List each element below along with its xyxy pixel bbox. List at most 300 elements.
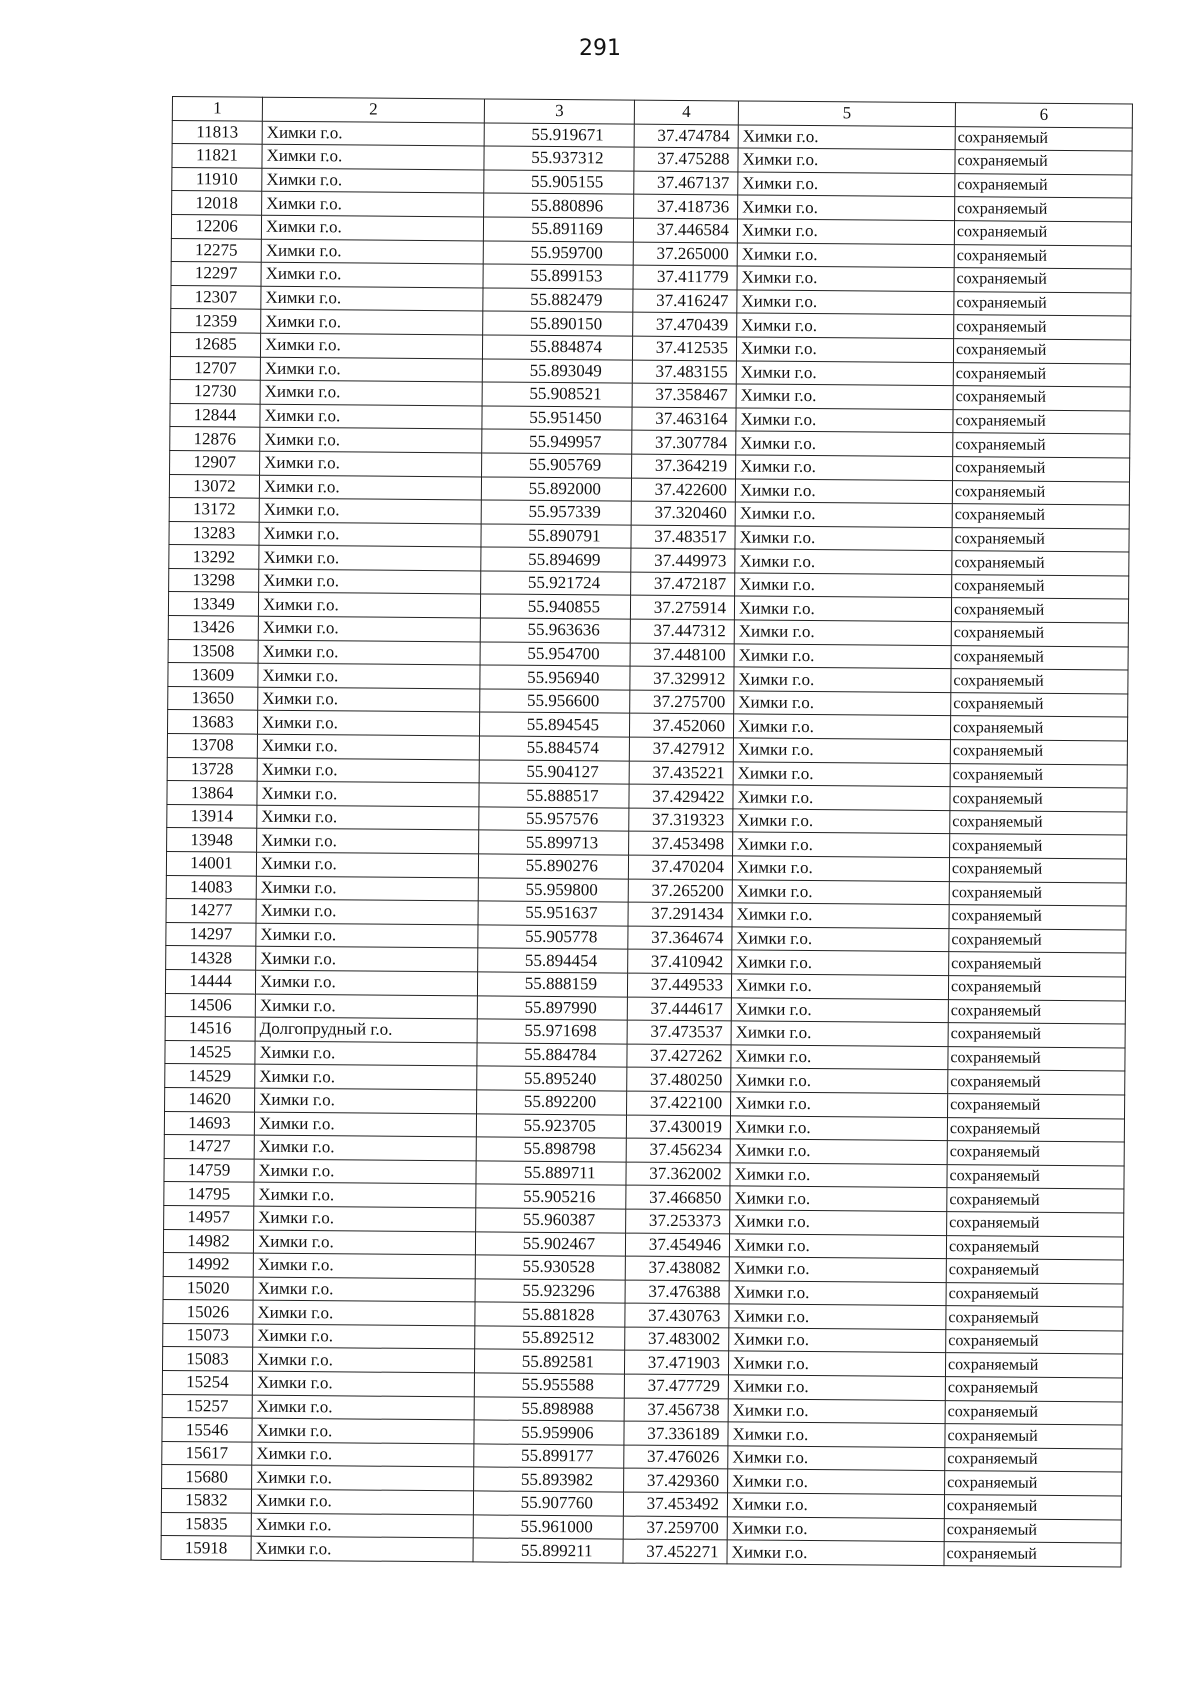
cell-latitude: 55.894454 bbox=[478, 948, 628, 973]
cell-status: сохраняемый bbox=[948, 1070, 1125, 1095]
cell-status: сохраняемый bbox=[946, 1259, 1123, 1284]
cell-municipality: Химки г.о. bbox=[728, 1375, 945, 1400]
cell-municipality: Химки г.о. bbox=[736, 384, 953, 409]
cell-status: сохраняемый bbox=[947, 1212, 1124, 1237]
cell-longitude: 37.483002 bbox=[625, 1327, 729, 1351]
cell-status: сохраняемый bbox=[954, 268, 1131, 293]
cell-id: 13650 bbox=[168, 686, 258, 710]
cell-longitude: 37.456234 bbox=[626, 1138, 730, 1162]
cell-latitude: 55.919671 bbox=[484, 123, 634, 148]
cell-status: сохраняемый bbox=[949, 881, 1126, 906]
cell-latitude: 55.923296 bbox=[475, 1279, 625, 1304]
cell-municipality: Химки г.о. bbox=[729, 1304, 946, 1329]
cell-longitude: 37.430763 bbox=[625, 1303, 729, 1327]
cell-district: Химки г.о. bbox=[262, 192, 484, 217]
cell-latitude: 55.890150 bbox=[483, 311, 633, 336]
column-header-1: 1 bbox=[172, 97, 262, 121]
cell-district: Химки г.о. bbox=[255, 970, 477, 995]
cell-municipality: Химки г.о. bbox=[735, 526, 952, 551]
cell-municipality: Химки г.о. bbox=[733, 714, 950, 739]
cell-municipality: Химки г.о. bbox=[734, 596, 951, 621]
cell-longitude: 37.470204 bbox=[628, 855, 732, 879]
cell-latitude: 55.899177 bbox=[474, 1444, 624, 1469]
column-header-6: 6 bbox=[955, 103, 1132, 128]
cell-district: Химки г.о. bbox=[259, 498, 481, 523]
cell-status: сохраняемый bbox=[946, 1329, 1123, 1354]
cell-id: 12707 bbox=[170, 356, 260, 380]
cell-municipality: Химки г.о. bbox=[730, 1115, 947, 1140]
cell-longitude: 37.291434 bbox=[628, 902, 732, 926]
cell-district: Химки г.о. bbox=[260, 428, 482, 453]
cell-district: Химки г.о. bbox=[262, 168, 484, 193]
cell-latitude: 55.951637 bbox=[478, 901, 628, 926]
cell-municipality: Химки г.о. bbox=[729, 1257, 946, 1282]
cell-status: сохраняемый bbox=[952, 575, 1129, 600]
cell-id: 15257 bbox=[162, 1394, 252, 1418]
cell-longitude: 37.472187 bbox=[631, 572, 735, 596]
cell-longitude: 37.463164 bbox=[632, 407, 736, 431]
cell-municipality: Химки г.о. bbox=[734, 667, 951, 692]
cell-municipality: Химки г.о. bbox=[736, 431, 953, 456]
cell-status: сохраняемый bbox=[950, 716, 1127, 741]
cell-longitude: 37.483517 bbox=[631, 525, 735, 549]
cell-longitude: 37.429360 bbox=[624, 1469, 728, 1493]
cell-latitude: 55.905778 bbox=[478, 925, 628, 950]
cell-latitude: 55.892200 bbox=[477, 1090, 627, 1115]
cell-status: сохраняемый bbox=[953, 457, 1130, 482]
cell-latitude: 55.884784 bbox=[477, 1043, 627, 1068]
cell-latitude: 55.890276 bbox=[478, 854, 628, 879]
cell-latitude: 55.923705 bbox=[476, 1113, 626, 1138]
cell-status: сохраняемый bbox=[955, 173, 1132, 198]
cell-status: сохраняемый bbox=[944, 1542, 1121, 1567]
cell-district: Химки г.о. bbox=[260, 380, 482, 405]
cell-longitude: 37.329912 bbox=[630, 666, 734, 690]
cell-id: 14444 bbox=[165, 969, 255, 993]
cell-longitude: 37.253373 bbox=[626, 1209, 730, 1233]
table-body bbox=[161, 120, 1132, 1567]
cell-longitude: 37.444617 bbox=[627, 997, 731, 1021]
cell-id: 12876 bbox=[170, 427, 260, 451]
cell-district: Химки г.о. bbox=[261, 239, 483, 264]
cell-district: Химки г.о. bbox=[252, 1348, 474, 1373]
cell-municipality: Химки г.о. bbox=[731, 1021, 948, 1046]
cell-id: 12206 bbox=[171, 214, 261, 238]
cell-status: сохраняемый bbox=[944, 1495, 1121, 1520]
cell-status: сохраняемый bbox=[948, 976, 1125, 1001]
cell-status: сохраняемый bbox=[947, 1117, 1124, 1142]
cell-municipality: Химки г.о. bbox=[737, 290, 954, 315]
cell-latitude: 55.889711 bbox=[476, 1161, 626, 1186]
cell-district: Химки г.о. bbox=[256, 899, 478, 924]
cell-latitude: 55.892581 bbox=[474, 1349, 624, 1374]
cell-municipality: Химки г.о. bbox=[729, 1233, 946, 1258]
cell-status: сохраняемый bbox=[955, 126, 1132, 151]
cell-district: Химки г.о. bbox=[256, 923, 478, 948]
cell-district: Химки г.о. bbox=[257, 781, 479, 806]
cell-status: сохраняемый bbox=[952, 480, 1129, 505]
cell-id: 14992 bbox=[163, 1253, 253, 1277]
cell-latitude: 55.951450 bbox=[482, 406, 632, 431]
cell-id: 14516 bbox=[165, 1017, 255, 1041]
cell-municipality: Химки г.о. bbox=[733, 762, 950, 787]
cell-id: 13948 bbox=[167, 828, 257, 852]
cell-status: сохраняемый bbox=[948, 1094, 1125, 1119]
cell-status: сохраняемый bbox=[947, 1164, 1124, 1189]
cell-longitude: 37.275700 bbox=[630, 690, 734, 714]
cell-longitude: 37.476026 bbox=[624, 1445, 728, 1469]
cell-id: 12685 bbox=[170, 332, 260, 356]
cell-municipality: Химки г.о. bbox=[735, 549, 952, 574]
cell-status: сохраняемый bbox=[948, 1046, 1125, 1071]
cell-id: 15254 bbox=[162, 1371, 252, 1395]
cell-status: сохраняемый bbox=[951, 598, 1128, 623]
cell-district: Химки г.о. bbox=[262, 121, 484, 146]
cell-longitude: 37.358467 bbox=[632, 383, 736, 407]
cell-longitude: 37.427262 bbox=[627, 1044, 731, 1068]
cell-district: Химки г.о. bbox=[251, 1513, 473, 1538]
cell-latitude: 55.884874 bbox=[482, 335, 632, 360]
cell-municipality: Химки г.о. bbox=[738, 195, 955, 220]
cell-status: сохраняемый bbox=[953, 386, 1130, 411]
cell-longitude: 37.422100 bbox=[627, 1091, 731, 1115]
cell-status: сохраняемый bbox=[953, 409, 1130, 434]
cell-id: 15835 bbox=[161, 1512, 251, 1536]
cell-latitude: 55.894545 bbox=[479, 712, 629, 737]
cell-municipality: Химки г.о. bbox=[731, 974, 948, 999]
cell-status: сохраняемый bbox=[954, 221, 1131, 246]
cell-district: Долгопрудный г.о. bbox=[255, 1017, 477, 1042]
cell-municipality: Химки г.о. bbox=[728, 1399, 945, 1424]
cell-latitude: 55.930528 bbox=[475, 1255, 625, 1280]
cell-latitude: 55.891169 bbox=[483, 217, 633, 242]
cell-status: сохраняемый bbox=[953, 362, 1130, 387]
cell-district: Химки г.о. bbox=[256, 947, 478, 972]
cell-longitude: 37.483155 bbox=[632, 360, 736, 384]
cell-id: 13292 bbox=[169, 545, 259, 569]
cell-longitude: 37.307784 bbox=[632, 430, 736, 454]
cell-latitude: 55.955588 bbox=[474, 1373, 624, 1398]
cell-id: 15680 bbox=[162, 1465, 252, 1489]
cell-municipality: Химки г.о. bbox=[728, 1351, 945, 1376]
cell-latitude: 55.899211 bbox=[473, 1538, 623, 1563]
cell-status: сохраняемый bbox=[951, 622, 1128, 647]
cell-longitude: 37.452271 bbox=[623, 1539, 727, 1563]
cell-id: 13728 bbox=[167, 757, 257, 781]
cell-status: сохраняемый bbox=[946, 1282, 1123, 1307]
cell-latitude: 55.899713 bbox=[479, 830, 629, 855]
cell-longitude: 37.475288 bbox=[634, 147, 738, 171]
cell-district: Химки г.о. bbox=[252, 1371, 474, 1396]
cell-longitude: 37.453492 bbox=[623, 1492, 727, 1516]
cell-district: Химки г.о. bbox=[261, 215, 483, 240]
cell-latitude: 55.957576 bbox=[479, 807, 629, 832]
cell-longitude: 37.471903 bbox=[624, 1351, 728, 1375]
data-table bbox=[161, 96, 1133, 1567]
cell-id: 14525 bbox=[165, 1040, 255, 1064]
cell-latitude: 55.960387 bbox=[476, 1208, 626, 1233]
cell-municipality: Химки г.о. bbox=[736, 360, 953, 385]
cell-longitude: 37.447312 bbox=[630, 619, 734, 643]
cell-latitude: 55.904127 bbox=[479, 760, 629, 785]
cell-district: Химки г.о. bbox=[251, 1536, 473, 1561]
cell-id: 15026 bbox=[163, 1300, 253, 1324]
cell-id: 15918 bbox=[161, 1536, 251, 1560]
cell-municipality: Химки г.о. bbox=[734, 691, 951, 716]
cell-district: Химки г.о. bbox=[259, 545, 481, 570]
cell-id: 13914 bbox=[167, 804, 257, 828]
cell-district: Химки г.о. bbox=[256, 852, 478, 877]
cell-district: Химки г.о. bbox=[258, 616, 480, 641]
cell-municipality: Химки г.о. bbox=[727, 1517, 944, 1542]
cell-id: 12275 bbox=[171, 238, 261, 262]
cell-longitude: 37.448100 bbox=[630, 643, 734, 667]
cell-district: Химки г.о. bbox=[252, 1466, 474, 1491]
cell-municipality: Химки г.о. bbox=[733, 809, 950, 834]
cell-id: 14620 bbox=[165, 1087, 255, 1111]
cell-latitude: 55.892512 bbox=[475, 1326, 625, 1351]
cell-municipality: Химки г.о. bbox=[736, 408, 953, 433]
cell-latitude: 55.899153 bbox=[483, 264, 633, 289]
column-header-4: 4 bbox=[634, 100, 738, 124]
cell-district: Химки г.о. bbox=[253, 1324, 475, 1349]
cell-latitude: 55.890791 bbox=[481, 524, 631, 549]
cell-status: сохраняемый bbox=[949, 928, 1126, 953]
cell-district: Химки г.о. bbox=[254, 1159, 476, 1184]
cell-district: Химки г.о. bbox=[257, 734, 479, 759]
cell-id: 15617 bbox=[162, 1441, 252, 1465]
cell-district: Химки г.о. bbox=[252, 1442, 474, 1467]
cell-status: сохраняемый bbox=[949, 858, 1126, 883]
cell-district: Химки г.о. bbox=[260, 404, 482, 429]
cell-district: Химки г.о. bbox=[255, 1088, 477, 1113]
cell-id: 12359 bbox=[171, 309, 261, 333]
cell-municipality: Химки г.о. bbox=[730, 1186, 947, 1211]
cell-district: Химки г.о. bbox=[260, 333, 482, 358]
cell-district: Химки г.о. bbox=[257, 758, 479, 783]
cell-district: Химки г.о. bbox=[255, 1065, 477, 1090]
cell-latitude: 55.882479 bbox=[483, 288, 633, 313]
cell-longitude: 37.412535 bbox=[632, 336, 736, 360]
cell-latitude: 55.940855 bbox=[480, 594, 630, 619]
cell-longitude: 37.362002 bbox=[626, 1162, 730, 1186]
cell-district: Химки г.о. bbox=[254, 1135, 476, 1160]
cell-status: сохраняемый bbox=[949, 905, 1126, 930]
cell-status: сохраняемый bbox=[950, 834, 1127, 859]
cell-municipality: Химки г.о. bbox=[732, 927, 949, 952]
cell-id: 13072 bbox=[169, 474, 259, 498]
cell-id: 13172 bbox=[169, 498, 259, 522]
cell-id: 14506 bbox=[165, 993, 255, 1017]
column-header-5: 5 bbox=[738, 101, 955, 126]
cell-municipality: Химки г.о. bbox=[738, 172, 955, 197]
cell-district: Химки г.о. bbox=[254, 1112, 476, 1137]
cell-id: 14759 bbox=[164, 1158, 254, 1182]
cell-id: 11813 bbox=[172, 120, 262, 144]
cell-municipality: Химки г.о. bbox=[731, 1092, 948, 1117]
data-table-container bbox=[161, 96, 1133, 1567]
cell-longitude: 37.320460 bbox=[631, 501, 735, 525]
column-header-2: 2 bbox=[262, 97, 484, 122]
cell-longitude: 37.452060 bbox=[629, 714, 733, 738]
cell-status: сохраняемый bbox=[945, 1377, 1122, 1402]
cell-longitude: 37.477729 bbox=[624, 1374, 728, 1398]
cell-longitude: 37.438082 bbox=[625, 1256, 729, 1280]
cell-status: сохраняемый bbox=[952, 504, 1129, 529]
cell-id: 15546 bbox=[162, 1418, 252, 1442]
cell-longitude: 37.364219 bbox=[632, 454, 736, 478]
cell-status: сохраняемый bbox=[952, 527, 1129, 552]
cell-latitude: 55.949957 bbox=[482, 429, 632, 454]
cell-latitude: 55.905155 bbox=[484, 170, 634, 195]
cell-district: Химки г.о. bbox=[258, 640, 480, 665]
cell-latitude: 55.895240 bbox=[477, 1066, 627, 1091]
cell-municipality: Химки г.о. bbox=[732, 950, 949, 975]
cell-id: 14727 bbox=[164, 1135, 254, 1159]
cell-district: Химки г.о. bbox=[253, 1300, 475, 1325]
cell-longitude: 37.456738 bbox=[624, 1398, 728, 1422]
cell-municipality: Химки г.о. bbox=[737, 313, 954, 338]
cell-latitude: 55.902467 bbox=[475, 1231, 625, 1256]
cell-longitude: 37.411779 bbox=[633, 265, 737, 289]
cell-district: Химки г.о. bbox=[254, 1206, 476, 1231]
cell-status: сохраняемый bbox=[954, 291, 1131, 316]
cell-latitude: 55.959800 bbox=[478, 878, 628, 903]
cell-latitude: 55.892000 bbox=[481, 476, 631, 501]
cell-longitude: 37.422600 bbox=[631, 478, 735, 502]
cell-latitude: 55.963636 bbox=[480, 618, 630, 643]
cell-latitude: 55.881828 bbox=[475, 1302, 625, 1327]
cell-municipality: Химки г.о. bbox=[737, 243, 954, 268]
cell-district: Химки г.о. bbox=[257, 711, 479, 736]
cell-status: сохраняемый bbox=[955, 197, 1132, 222]
cell-status: сохраняемый bbox=[945, 1400, 1122, 1425]
cell-district: Химки г.о. bbox=[257, 829, 479, 854]
cell-longitude: 37.418736 bbox=[634, 195, 738, 219]
cell-status: сохраняемый bbox=[952, 551, 1129, 576]
cell-municipality: Химки г.о. bbox=[731, 1068, 948, 1093]
cell-id: 13609 bbox=[168, 663, 258, 687]
cell-status: сохраняемый bbox=[951, 692, 1128, 717]
cell-id: 14795 bbox=[164, 1182, 254, 1206]
cell-id: 12297 bbox=[171, 262, 261, 286]
cell-id: 14957 bbox=[164, 1205, 254, 1229]
cell-municipality: Химки г.о. bbox=[738, 148, 955, 173]
cell-latitude: 55.898988 bbox=[474, 1397, 624, 1422]
cell-municipality: Химки г.о. bbox=[737, 219, 954, 244]
cell-longitude: 37.476388 bbox=[625, 1280, 729, 1304]
cell-longitude: 37.467137 bbox=[634, 171, 738, 195]
cell-latitude: 55.893049 bbox=[482, 358, 632, 383]
cell-id: 14328 bbox=[166, 946, 256, 970]
cell-id: 12307 bbox=[171, 285, 261, 309]
cell-id: 14693 bbox=[164, 1111, 254, 1135]
cell-municipality: Химки г.о. bbox=[731, 997, 948, 1022]
cell-longitude: 37.265000 bbox=[633, 242, 737, 266]
cell-district: Химки г.о. bbox=[260, 357, 482, 382]
cell-district: Химки г.о. bbox=[255, 994, 477, 1019]
cell-district: Химки г.о. bbox=[251, 1489, 473, 1514]
cell-latitude: 55.961000 bbox=[473, 1515, 623, 1540]
cell-id: 13864 bbox=[167, 781, 257, 805]
cell-municipality: Химки г.о. bbox=[727, 1493, 944, 1518]
cell-district: Химки г.о. bbox=[256, 876, 478, 901]
cell-status: сохраняемый bbox=[953, 433, 1130, 458]
cell-id: 14001 bbox=[166, 851, 256, 875]
cell-municipality: Химки г.о. bbox=[735, 573, 952, 598]
cell-status: сохраняемый bbox=[947, 1188, 1124, 1213]
cell-id: 12018 bbox=[172, 191, 262, 215]
cell-municipality: Химки г.о. bbox=[729, 1281, 946, 1306]
cell-id: 13283 bbox=[169, 521, 259, 545]
cell-latitude: 55.971698 bbox=[477, 1019, 627, 1044]
cell-status: сохраняемый bbox=[946, 1235, 1123, 1260]
cell-status: сохраняемый bbox=[951, 669, 1128, 694]
cell-district: Химки г.о. bbox=[261, 310, 483, 335]
cell-id: 14982 bbox=[163, 1229, 253, 1253]
cell-district: Химки г.о. bbox=[252, 1418, 474, 1443]
cell-municipality: Химки г.о. bbox=[730, 1139, 947, 1164]
cell-id: 12730 bbox=[170, 380, 260, 404]
cell-status: сохраняемый bbox=[948, 1023, 1125, 1048]
cell-status: сохраняемый bbox=[944, 1518, 1121, 1543]
cell-status: сохраняемый bbox=[955, 150, 1132, 175]
cell-latitude: 55.959700 bbox=[483, 241, 633, 266]
cell-id: 15020 bbox=[163, 1276, 253, 1300]
cell-municipality: Химки г.о. bbox=[733, 738, 950, 763]
cell-status: сохраняемый bbox=[950, 810, 1127, 835]
cell-longitude: 37.473537 bbox=[627, 1020, 731, 1044]
cell-district: Химки г.о. bbox=[254, 1182, 476, 1207]
cell-municipality: Химки г.о. bbox=[732, 880, 949, 905]
cell-municipality: Химки г.о. bbox=[732, 903, 949, 928]
cell-municipality: Химки г.о. bbox=[727, 1540, 944, 1565]
cell-municipality: Химки г.о. bbox=[728, 1469, 945, 1494]
cell-longitude: 37.435221 bbox=[629, 761, 733, 785]
cell-district: Химки г.о. bbox=[252, 1395, 474, 1420]
cell-status: сохраняемый bbox=[954, 315, 1131, 340]
cell-longitude: 37.453498 bbox=[629, 832, 733, 856]
cell-longitude: 37.364674 bbox=[628, 926, 732, 950]
cell-district: Химки г.о. bbox=[259, 569, 481, 594]
cell-id: 13349 bbox=[168, 592, 258, 616]
cell-latitude: 55.893982 bbox=[474, 1467, 624, 1492]
cell-latitude: 55.888517 bbox=[479, 783, 629, 808]
cell-id: 14083 bbox=[166, 875, 256, 899]
cell-status: сохраняемый bbox=[945, 1471, 1122, 1496]
cell-longitude: 37.446584 bbox=[633, 218, 737, 242]
cell-status: сохраняемый bbox=[951, 645, 1128, 670]
cell-latitude: 55.888159 bbox=[477, 972, 627, 997]
cell-status: сохраняемый bbox=[946, 1306, 1123, 1331]
cell-status: сохраняемый bbox=[945, 1353, 1122, 1378]
cell-id: 12844 bbox=[170, 403, 260, 427]
cell-longitude: 37.265200 bbox=[628, 879, 732, 903]
cell-municipality: Химки г.о. bbox=[730, 1163, 947, 1188]
cell-longitude: 37.410942 bbox=[628, 949, 732, 973]
cell-longitude: 37.429422 bbox=[629, 784, 733, 808]
cell-id: 11910 bbox=[172, 167, 262, 191]
cell-district: Химки г.о. bbox=[261, 286, 483, 311]
cell-latitude: 55.959906 bbox=[474, 1420, 624, 1445]
cell-latitude: 55.956600 bbox=[480, 689, 630, 714]
cell-longitude: 37.474784 bbox=[634, 124, 738, 148]
cell-latitude: 55.884574 bbox=[479, 736, 629, 761]
cell-district: Химки г.о. bbox=[259, 475, 481, 500]
cell-district: Химки г.о. bbox=[262, 144, 484, 169]
cell-district: Химки г.о. bbox=[258, 687, 480, 712]
cell-municipality: Химки г.о. bbox=[736, 337, 953, 362]
